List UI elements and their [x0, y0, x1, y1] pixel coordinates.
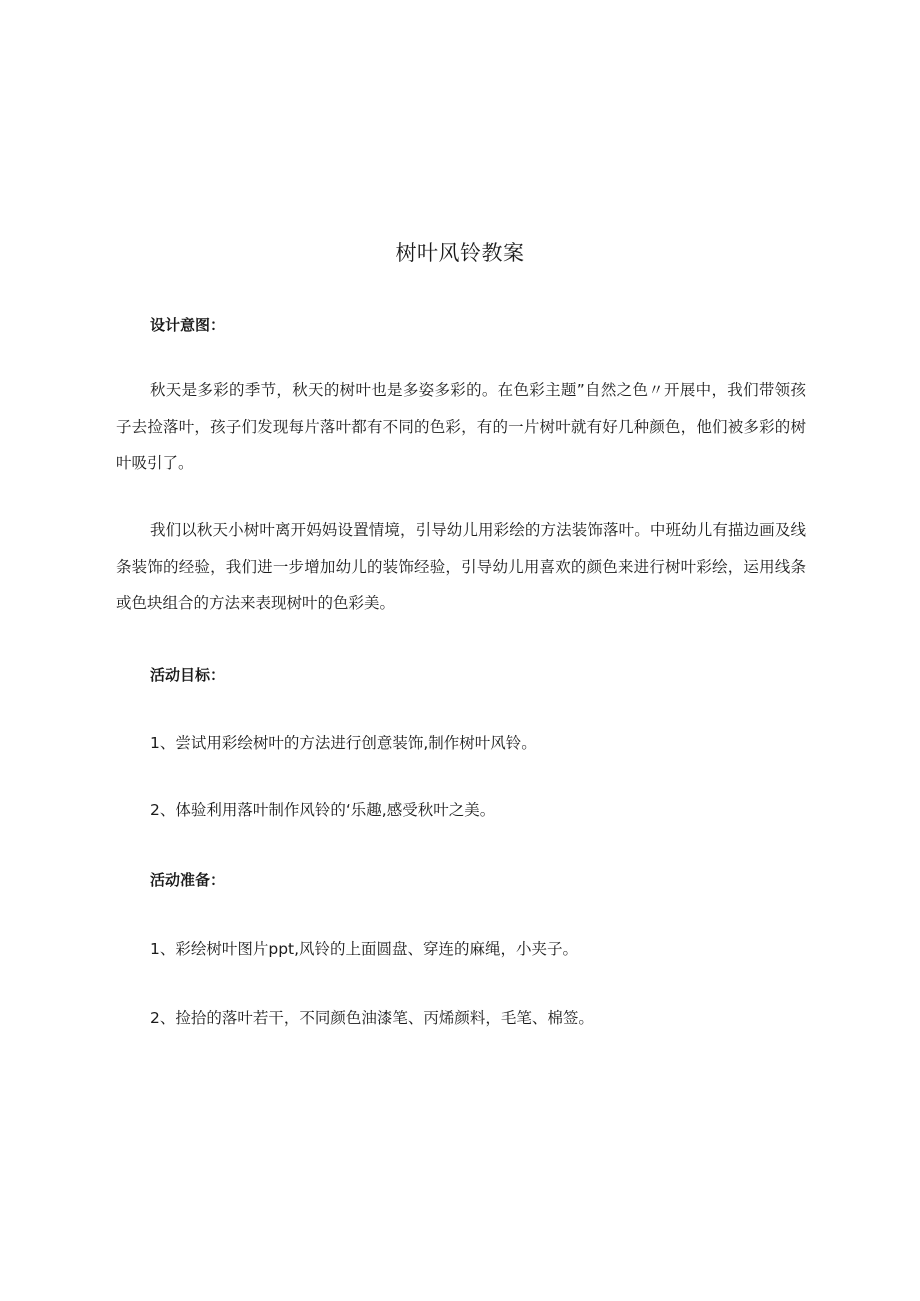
- paragraph-design-intent-2: 我们以秋天小树叶离开妈妈设置情境，引导幼儿用彩绘的方法装饰落叶。中班幼儿有描边画及线条装饰的经验，我们进一步增加幼儿的装饰经验，引导幼儿用喜欢的颜色来进行树叶彩绘，运用线条或色块组合的方法来表现树叶的色彩美。: [116, 521, 806, 612]
- preparation-item-2: 2、捡拾的落叶若干，不同颜色油漆笔、丙烯颜料，毛笔、棉签。: [150, 1009, 594, 1027]
- objective-item-2: 2、体验利用落叶制作风铃的‘乐趣,感受秋叶之美。: [150, 801, 496, 819]
- paragraph-design-intent-1: 秋天是多彩的季节，秋天的树叶也是多姿多彩的。在色彩主题”自然之色〃开展中，我们带领孩子去捡落叶，孩子们发现每片落叶都有不同的色彩，有的一片树叶就有好几种颜色，他们被多彩的树叶吸引了。: [116, 381, 806, 472]
- objective-item-1: 1、尝试用彩绘树叶的方法进行创意装饰,制作树叶风铃。: [150, 734, 537, 752]
- document-title: 树叶风铃教案: [395, 241, 525, 265]
- heading-objectives: 活动目标：: [150, 666, 226, 684]
- heading-preparation: 活动准备：: [150, 871, 226, 889]
- preparation-item-1: 1、彩绘树叶图片ppt,风铃的上面圆盘、穿连的麻绳，小夹子。: [150, 940, 579, 958]
- heading-design-intent: 设计意图：: [150, 316, 226, 334]
